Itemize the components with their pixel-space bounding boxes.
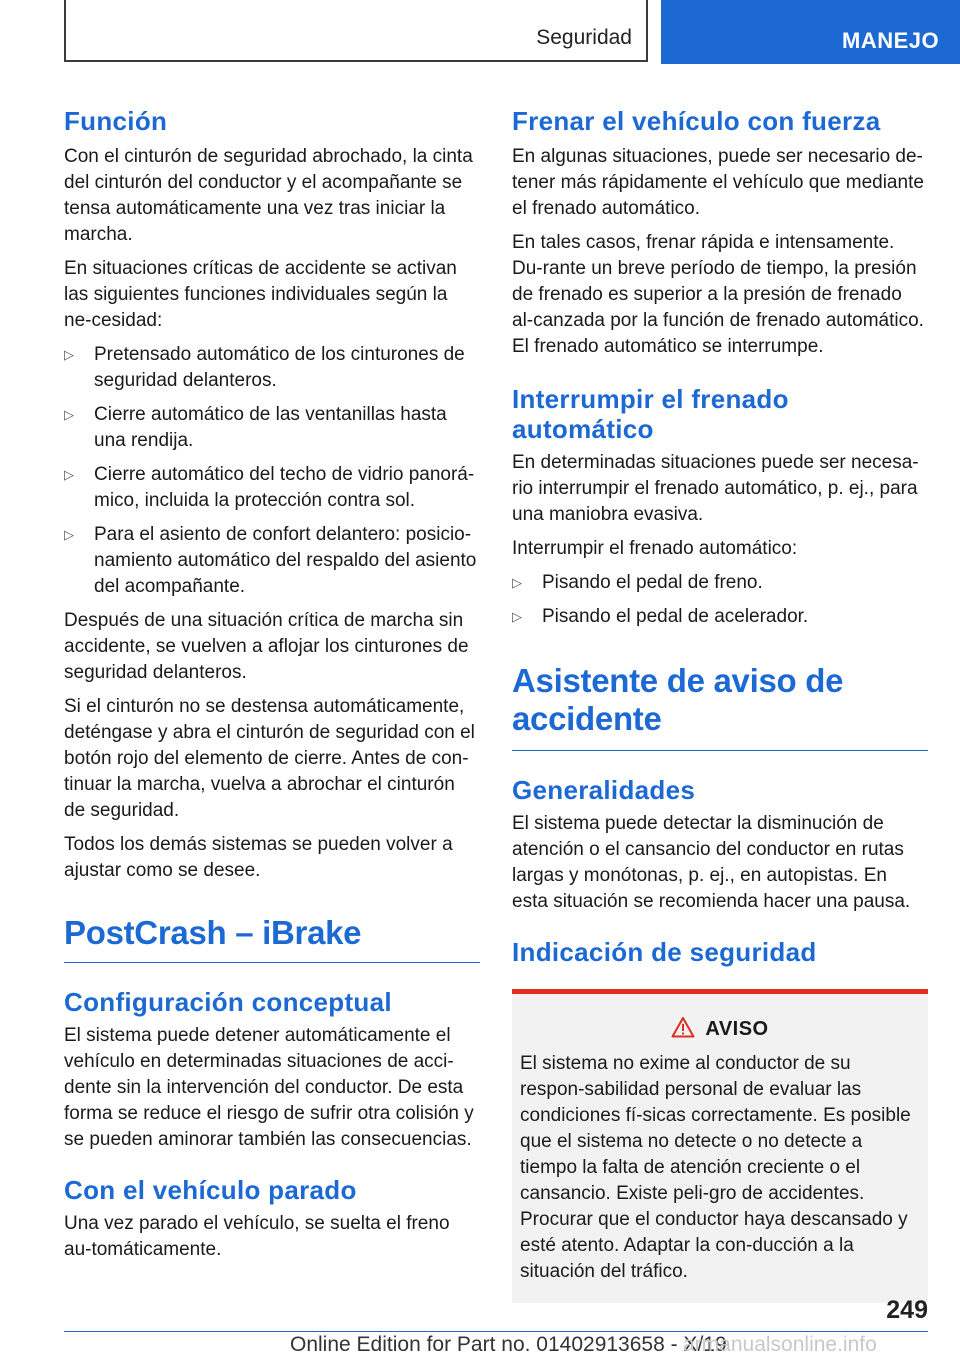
list-item-text: Cierre automático de las ventanillas hasta una rendija. <box>94 404 447 451</box>
funcion-heading: Función <box>64 106 168 136</box>
list-item-text: Pretensado automático de los cinturones de seguridad delanteros. <box>94 344 465 391</box>
concept-paragraph: El sistema puede detener automáticamente el vehículo en determinadas situaciones de acci‐dente sin la intervención del conductor. De esta forma se reduce el riesgo de sufrir otra colisión y se pueden aminorar también las consecuencias. <box>64 1025 474 1150</box>
postcrash-divider <box>64 962 480 963</box>
frenar-paragraph-2: En tales casos, frenar rápida e intensamente. Du‐rante un breve período de tiempo, la presión de frenado es superior a la presión de frenado al‐canzada por la función de frenado automático. El frenado automático se interrumpe. <box>512 232 924 357</box>
generalidades-paragraph: El sistema puede detectar la disminución de atención o el cansancio del conductor en rutas largas y monótonas, p. ej., en autopistas. En esta situación se recomienda hacer una pausa. <box>512 813 911 912</box>
warning-title: AVISO <box>705 1018 769 1040</box>
interrumpir-heading: Interrumpir el frenado automático <box>512 384 789 444</box>
warning-text: El sistema no exime al conductor de su respon‐sabilidad personal de evaluar las condiciones fí‐sicas correctamente. Es posible que el sistema no detecte o no detecte a tiempo la falta de atención creciente o el cansancio. Existe peli‐gro de accidentes. Procurar que el conductor haya descansado y esté atento. Adaptar la con‐ducción a la situación del tráfico. <box>520 1053 911 1282</box>
list-item <box>64 462 480 514</box>
page-number: 249 <box>886 1296 928 1324</box>
list-item <box>64 342 480 394</box>
header-section-box <box>64 0 648 62</box>
list-item <box>512 570 928 596</box>
triangle-bullet-icon: ▷ <box>64 347 74 362</box>
chapter-tab-label: MANEJO <box>842 28 940 53</box>
frenar-paragraph-1: En algunas situaciones, puede ser necesario de‐tener más rápidamente el vehículo que mediante el frenado automático. <box>512 146 924 219</box>
interrumpir-paragraph-2: Interrumpir el frenado automático: <box>512 538 798 559</box>
chapter-tab[interactable] <box>661 0 960 64</box>
left-column <box>64 100 480 1263</box>
section-title: Seguridad <box>536 26 632 49</box>
asistente-heading: Asistente de aviso de accidente <box>512 662 844 737</box>
funcion-bullet-list <box>64 342 480 600</box>
list-item-text: Cierre automático del techo de vidrio panorá‐mico, incluida la protección contra sol. <box>94 464 475 511</box>
right-column <box>512 100 928 1303</box>
funcion-paragraph-1: Con el cinturón de seguridad abrochado, la cinta del cinturón del conductor y el acompañante se tensa automáticamente una vez tras iniciar la marcha. <box>64 146 473 245</box>
triangle-bullet-icon: ▷ <box>64 407 74 422</box>
interrumpir-paragraph-1: En determinadas situaciones puede ser necesa‐rio interrumpir el frenado automático, p. ej., para una maniobra evasiva. <box>512 452 919 525</box>
list-item-text: Pisando el pedal de acelerador. <box>542 606 809 627</box>
list-item <box>64 522 480 600</box>
footer-divider <box>64 1331 928 1332</box>
watermark-text: armanualsonline.info <box>683 1333 877 1356</box>
list-item-text: Para el asiento de confort delantero: posicio‐namiento automático del respaldo del asiento del acompañante. <box>94 524 477 597</box>
edition-text: Online Edition for Part no. 01402913658 - X/19 <box>290 1333 727 1356</box>
triangle-bullet-icon: ▷ <box>64 467 74 482</box>
concept-heading: Configuración conceptual <box>64 987 392 1017</box>
warning-triangle-icon <box>671 1016 695 1043</box>
triangle-bullet-icon: ▷ <box>64 527 74 542</box>
parked-heading: Con el vehículo parado <box>64 1175 357 1205</box>
triangle-bullet-icon: ▷ <box>512 609 522 624</box>
list-item <box>64 402 480 454</box>
parked-paragraph: Una vez parado el vehículo, se suelta el freno au‐tomáticamente. <box>64 1213 450 1260</box>
funcion-paragraph-4: Si el cinturón no se destensa automáticamente, deténgase y abra el cinturón de seguridad con el botón rojo del elemento de cierre. Antes de con‐tinuar la marcha, vuelva a abrochar el cinturón de seguridad. <box>64 696 475 821</box>
warning-header <box>520 1016 920 1043</box>
funcion-paragraph-5: Todos los demás sistemas se pueden volver a ajustar como se desee. <box>64 834 453 881</box>
list-item-text: Pisando el pedal de freno. <box>542 572 763 593</box>
postcrash-heading: PostCrash – iBrake <box>64 914 362 951</box>
funcion-paragraph-3: Después de una situación crítica de marcha sin accidente, se vuelven a aflojar los cinturones de seguridad delanteros. <box>64 610 469 683</box>
warning-box <box>512 989 928 1303</box>
generalidades-heading: Generalidades <box>512 775 696 805</box>
list-item <box>512 604 928 630</box>
indicacion-heading: Indicación de seguridad <box>512 937 817 967</box>
interrumpir-bullet-list <box>512 570 928 630</box>
triangle-bullet-icon: ▷ <box>512 575 522 590</box>
funcion-paragraph-2: En situaciones críticas de accidente se activan las siguientes funciones individuales según la ne‐cesidad: <box>64 258 457 331</box>
frenar-heading: Frenar el vehículo con fuerza <box>512 106 881 136</box>
asistente-divider <box>512 750 928 751</box>
